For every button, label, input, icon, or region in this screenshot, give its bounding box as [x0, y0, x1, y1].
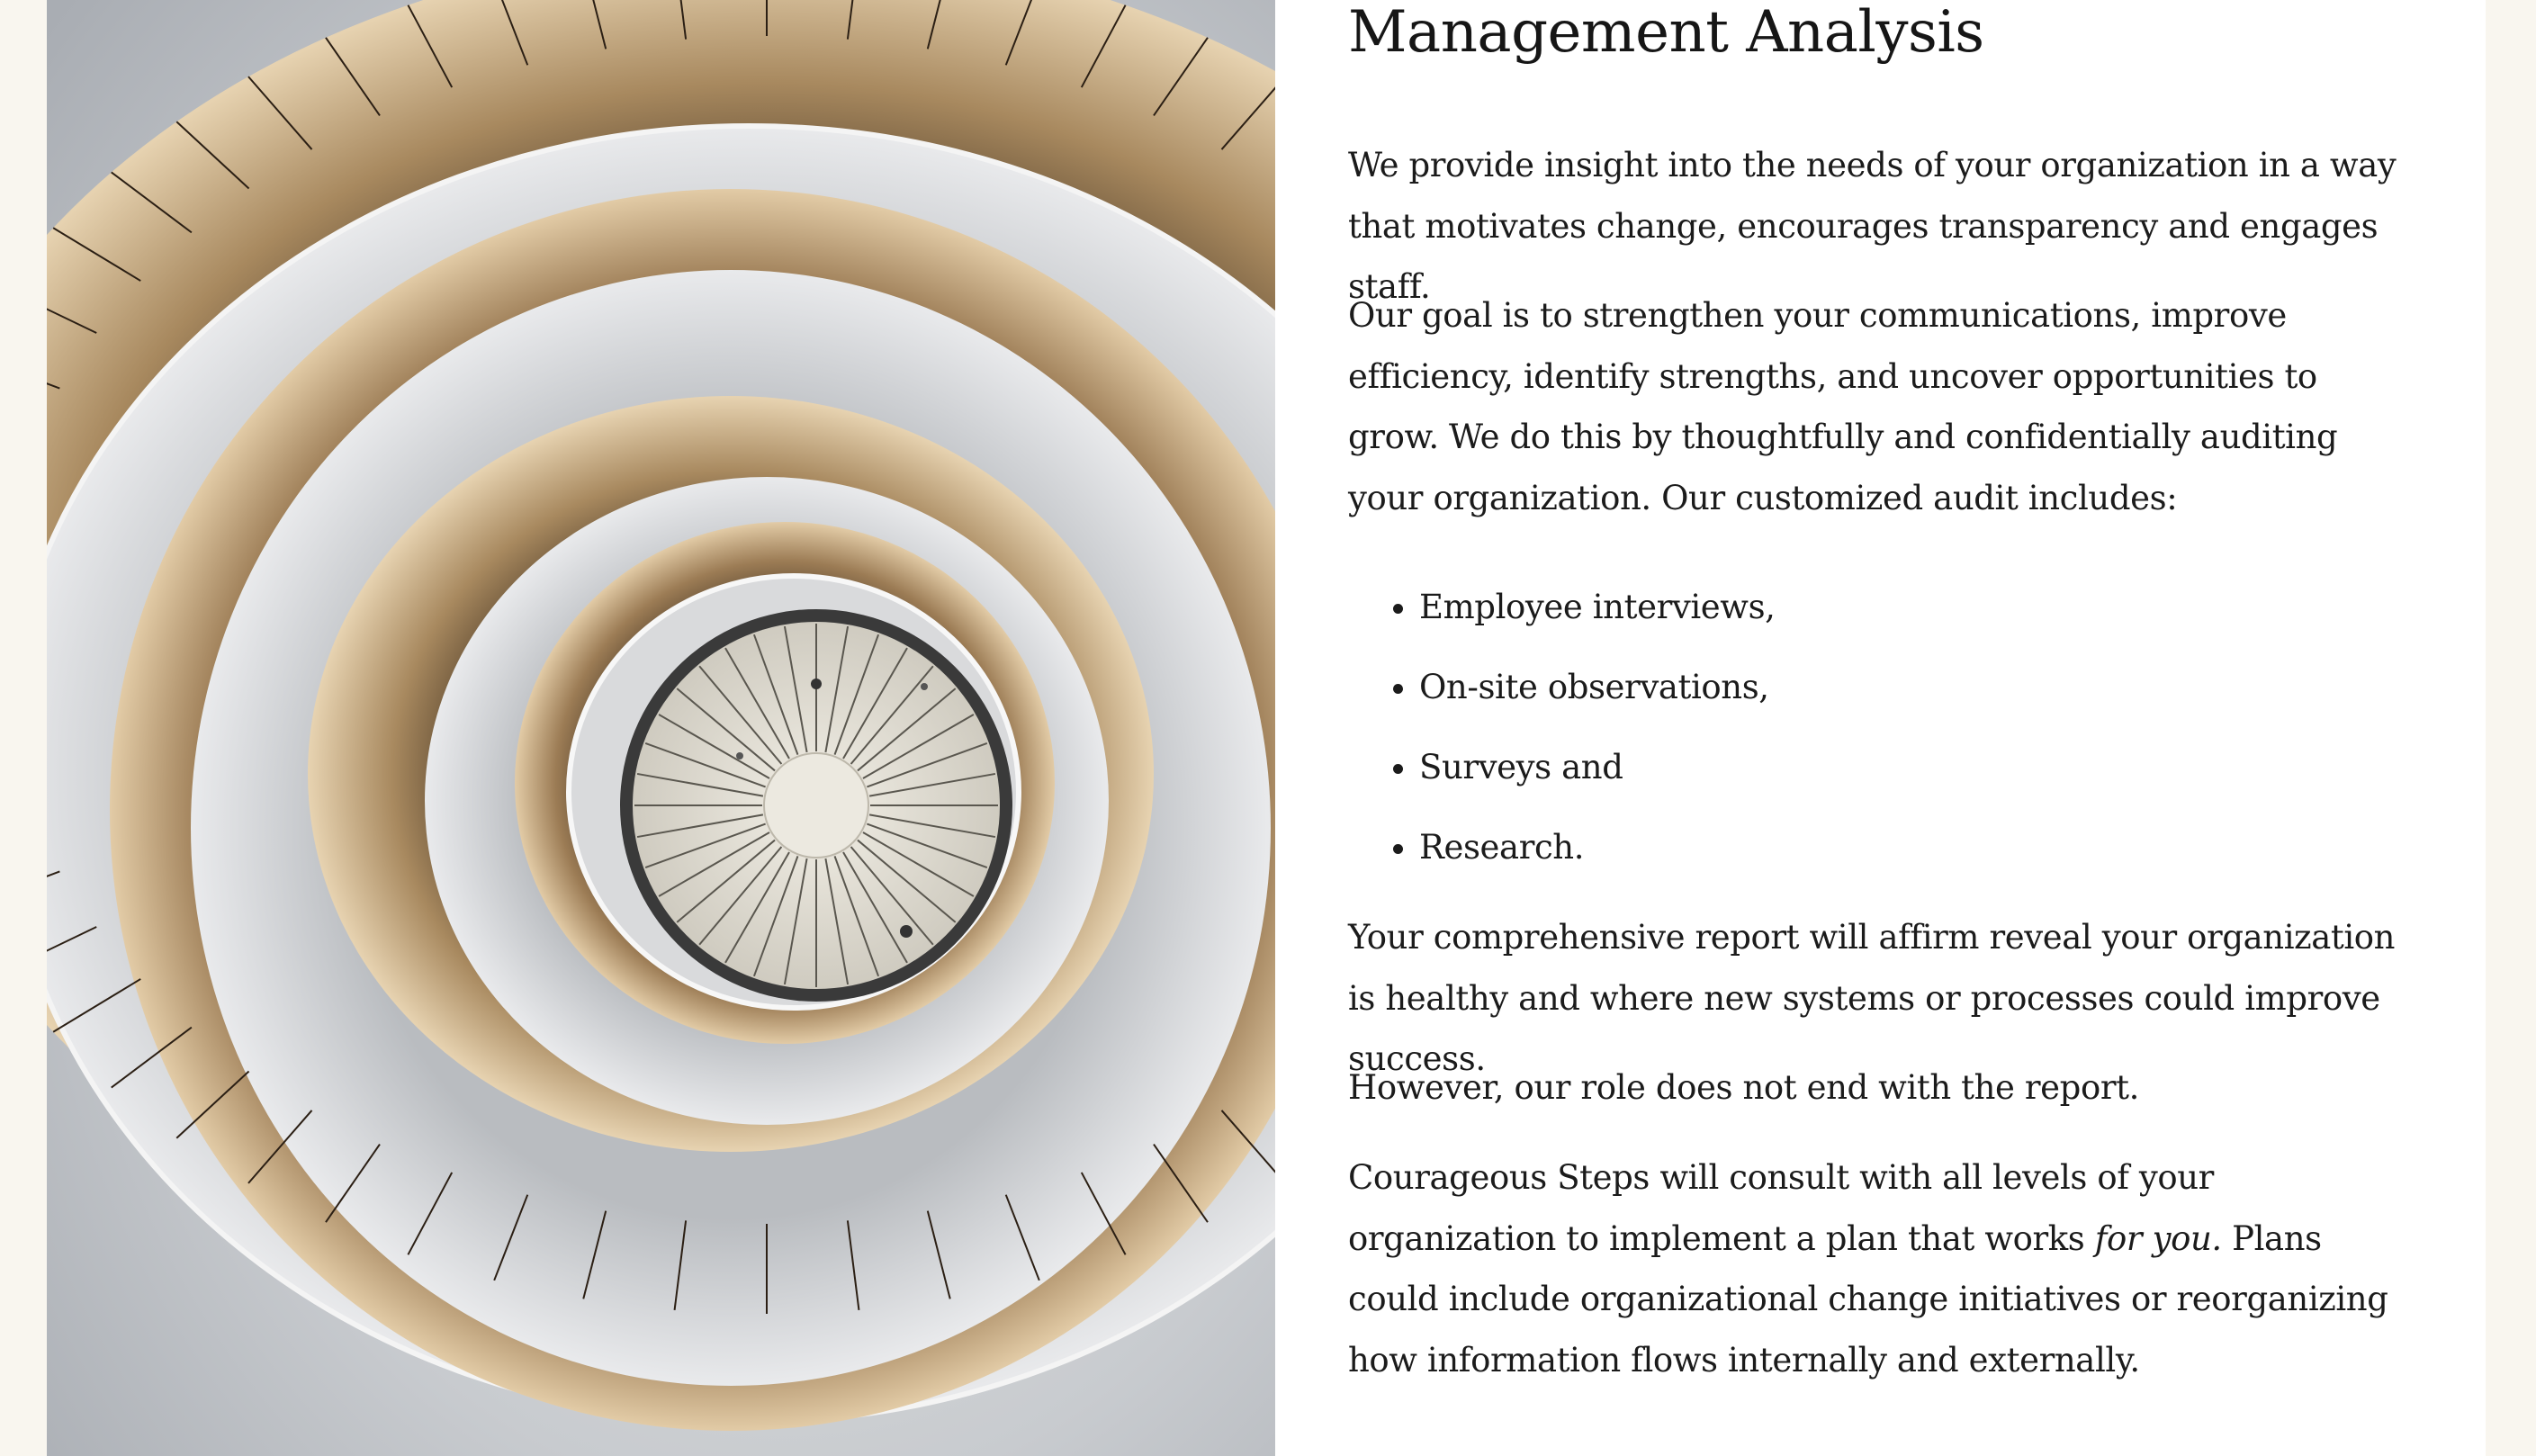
page-title: Management Analysis	[1348, 0, 1984, 66]
consult-text-continued: Plans could include organizational change initiatives or reorganizing how information flows internally and externally.	[1348, 1218, 2388, 1380]
consult-paragraph	[1348, 1147, 2410, 1390]
consult-text: Courageous Steps will consult with all levels of your organization to implement a plan that works	[1348, 1158, 2214, 1258]
list-item: • On-site observations,	[1419, 647, 1776, 727]
report-paragraph: Your comprehensive report will affirm reveal your organization is healthy and where new systems or processes could improve success.	[1348, 918, 2396, 1078]
spiral-staircase-image	[47, 0, 1275, 1456]
list-item: • Employee interviews,	[1419, 567, 1776, 647]
list-item: • Surveys and	[1419, 727, 1776, 807]
goal-paragraph: Our goal is to strengthen your communications, improve efficiency, identify strengths, and uncover opportunities to grow. We do this by thoughtfully and confidentially auditing your organization. Our customized audit includes:	[1348, 296, 2338, 517]
consult-emphasis: for you.	[2094, 1218, 2222, 1258]
intro-paragraph: We provide insight into the needs of your organization in a way that motivates change, encourages transparency and engages staff.	[1348, 146, 2397, 306]
list-item: • Research.	[1419, 807, 1776, 887]
spiral-staircase-photo	[47, 0, 1275, 1456]
audit-list	[1348, 567, 1776, 887]
role-paragraph: However, our role does not end with the report.	[1348, 1068, 2139, 1107]
